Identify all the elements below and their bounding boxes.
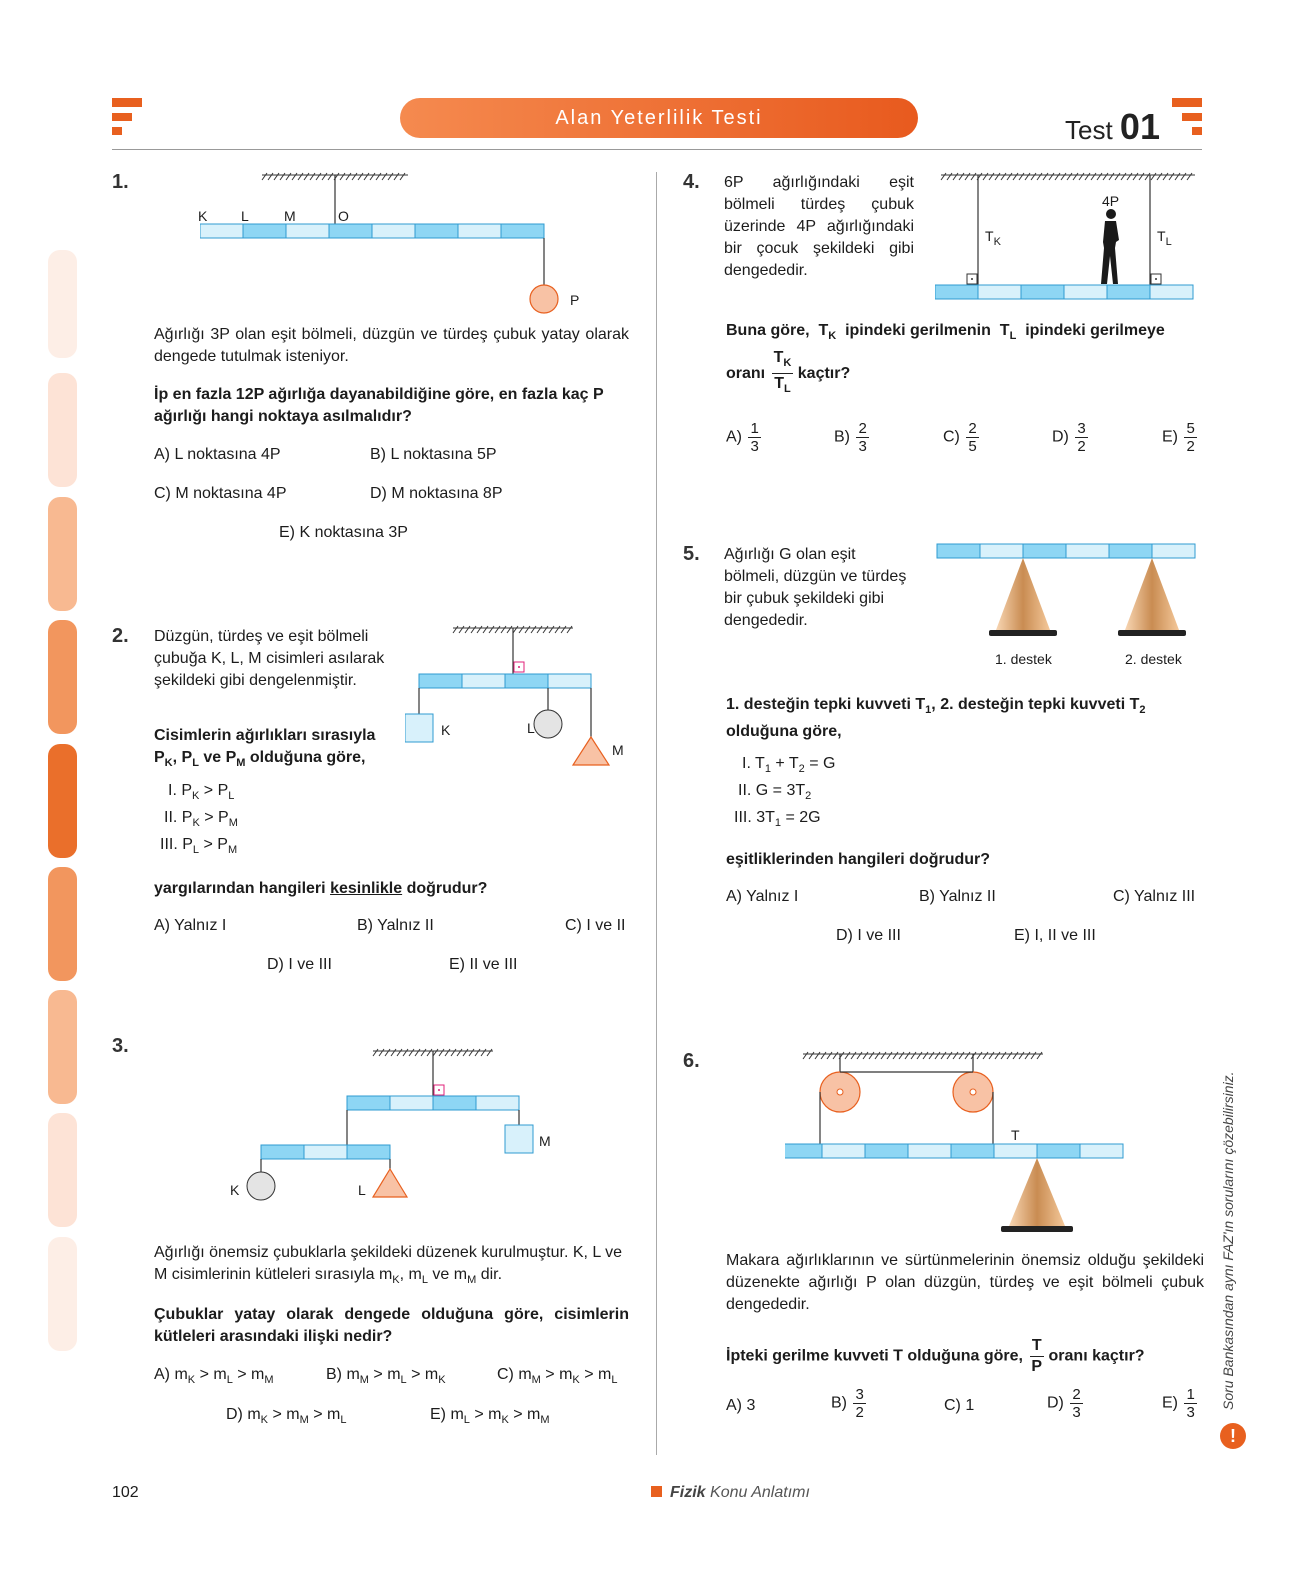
- q2-question: Cisimlerin ağırlıkları sırasıyla $P_K$, $P_L$ ve $P_M$ olduğuna göre,: [154, 727, 376, 770]
- q2-text: Düzgün, türdeş ve eşit bölmeli çubuğa K, L, M cisimleri asılarak şekildeki gibi dengelenmiştir.: [154, 628, 385, 689]
- q5-option-d[interactable]: D) I ve III: [836, 927, 901, 944]
- q1-label-m: M: [284, 208, 296, 224]
- question-number: 3.: [112, 1035, 129, 1057]
- q3-option-a[interactable]: A) $m_K > m_L > m_M$: [154, 1366, 274, 1387]
- q6-question: İpteki gerilme kuvveti T olduğuna göre, $\frac{T}{P}$ oranı kaçtır?: [726, 1337, 1145, 1375]
- q1-option-e[interactable]: E) K noktasına 3P: [279, 524, 408, 541]
- q6-option-e[interactable]: E) $\frac{1}{3}$: [1162, 1386, 1195, 1421]
- q5-option-c[interactable]: C) Yalnız III: [1113, 888, 1196, 905]
- footer-square-icon: [651, 1486, 662, 1497]
- q4-option-e[interactable]: E) $\frac{5}{2}$: [1162, 420, 1195, 455]
- side-tab: [48, 250, 77, 358]
- q3-figure: [230, 1045, 560, 1230]
- q3-option-c[interactable]: C) $m_M > m_K > m_L$: [497, 1366, 618, 1387]
- q5-statement-3: III. $3T_1 = 2G$: [734, 809, 821, 830]
- q2-option-c[interactable]: C) I ve II: [565, 917, 626, 934]
- q6-option-a[interactable]: A) 3: [726, 1397, 756, 1414]
- q5-statement-2: II. $G = 3T_2$: [738, 782, 812, 803]
- q1-option-c[interactable]: C) M noktasına 4P: [154, 485, 287, 502]
- q3-label-k: K: [230, 1182, 240, 1198]
- q1-text: Ağırlığı 3P olan eşit bölmeli, düzgün ve türdeş çubuk yatay olarak dengede tutulmak isteniyor.: [154, 326, 629, 365]
- q2-statement-3: III. $P_L > P_M$: [160, 836, 238, 857]
- q2-question-part: Cisimlerin ağırlıkları sırasıyla: [154, 727, 376, 744]
- q4-tl-label: $T_L$: [1157, 228, 1172, 248]
- question-number: 4.: [683, 171, 700, 193]
- q2-option-e[interactable]: E) II ve III: [449, 956, 518, 973]
- q6-option-c[interactable]: C) 1: [944, 1397, 975, 1414]
- header-rule: [112, 149, 1202, 150]
- q5-option-e[interactable]: E) I, II ve III: [1014, 927, 1096, 944]
- q2-question-part: olduğuna göre,: [249, 749, 366, 766]
- q6-figure: [785, 1046, 1145, 1246]
- q4-text: 6P ağırlığındaki eşit bölmeli türdeş çubuk üzerinde 4P ağırlığındaki bir çocuk şekildeki gibi dengededir.: [724, 174, 914, 279]
- q1-label-l: L: [241, 208, 249, 224]
- question-number: 6.: [683, 1050, 700, 1072]
- q4-option-a[interactable]: A) $\frac{1}{3}$: [726, 420, 759, 455]
- q1-question: İp en fazla 12P ağırlığa dayanabildiğine göre, en fazla kaç P ağırlığı hangi noktaya asılmalıdır?: [154, 386, 604, 425]
- footer-brand: Fizik Konu Anlatımı: [651, 1484, 810, 1502]
- question-number: 5.: [683, 543, 700, 565]
- q2-figure: [405, 622, 635, 782]
- q2-label-l: L: [527, 720, 535, 736]
- test-label: [1065, 106, 1160, 148]
- q5-support-1-label: 1. destek: [995, 651, 1052, 667]
- header-title: Alan Yeterlilik Testi: [400, 98, 918, 138]
- q2-label-k: K: [441, 722, 451, 738]
- q1-label-o: O: [338, 208, 349, 224]
- side-tab: [48, 620, 77, 734]
- question-number: 1.: [112, 171, 129, 193]
- q5-statement-1: I. $T_1 + T_2 = G$: [742, 755, 836, 776]
- side-tab: [48, 1113, 77, 1227]
- q2-label-m: M: [612, 742, 624, 758]
- q1-weight-label: P: [570, 292, 580, 308]
- q4-option-c[interactable]: C) $\frac{2}{5}$: [943, 420, 977, 455]
- q3-text: Ağırlığı önemsiz çubuklarla şekildeki düzenek kurulmuştur. K, L ve M cisimlerinin kütleleri sırasıyla $m_K$, $m_L$ ve $m_M$ dir.: [154, 1244, 623, 1287]
- q4-tk-label: $T_K$: [985, 228, 1001, 248]
- side-tab: [48, 373, 77, 487]
- alert-icon: !: [1220, 1423, 1246, 1449]
- q4-question: Buna göre, $T_K$ ipindeki gerilmenin $T_L$ ipindeki gerilmeye: [726, 322, 1165, 343]
- q6-option-b[interactable]: B) $\frac{3}{2}$: [831, 1386, 864, 1421]
- q4-option-b[interactable]: B) $\frac{2}{3}$: [834, 420, 867, 455]
- q5-figure: [935, 540, 1205, 650]
- column-divider: [656, 172, 657, 1455]
- q6-t-label: T: [1011, 1127, 1020, 1143]
- q4-option-d[interactable]: D) $\frac{3}{2}$: [1052, 420, 1086, 455]
- q6-option-d[interactable]: D) $\frac{2}{3}$: [1047, 1386, 1081, 1421]
- q5-question-2: eşitliklerinden hangileri doğrudur?: [726, 851, 991, 868]
- q4-weight-label: 4P: [1102, 193, 1120, 209]
- q4-ratio: oranı $\frac{T_K}{T_L}$ kaçtır?: [726, 349, 851, 396]
- q2-statement-1: I. $P_K > P_L$: [168, 782, 235, 803]
- side-tab: [48, 497, 77, 611]
- q2-option-a[interactable]: A) Yalnız I: [154, 917, 227, 934]
- q1-option-b[interactable]: B) L noktasına 5P: [370, 446, 497, 463]
- q3-option-e[interactable]: E) $m_L > m_K > m_M$: [430, 1406, 550, 1427]
- q2-option-d[interactable]: D) I ve III: [267, 956, 332, 973]
- brand-logo-left: [112, 98, 142, 138]
- q2-question-end: yargılarından hangileri kesinlikle doğrudur?: [154, 880, 488, 897]
- brand-logo-right: [1172, 98, 1202, 138]
- q3-question: Çubuklar yatay olarak dengede olduğuna göre, cisimlerin kütleleri arasındaki ilişki nedir?: [154, 1306, 629, 1345]
- q5-option-b[interactable]: B) Yalnız II: [919, 888, 996, 905]
- q1-option-d[interactable]: D) M noktasına 8P: [370, 485, 503, 502]
- q1-option-a[interactable]: A) L noktasına 4P: [154, 446, 281, 463]
- q2-option-b[interactable]: B) Yalnız II: [357, 917, 434, 934]
- side-note: Soru Bankasından aynı FAZ'ın sorularını çözebilirsiniz.: [1220, 1071, 1236, 1410]
- q3-option-b[interactable]: B) $m_M > m_L > m_K$: [326, 1366, 446, 1387]
- side-tab: [48, 990, 77, 1104]
- side-tab: [48, 1237, 77, 1351]
- q5-option-a[interactable]: A) Yalnız I: [726, 888, 799, 905]
- q5-text: Ağırlığı G olan eşit bölmeli, düzgün ve türdeş bir çubuk şekildeki gibi dengededir.: [724, 546, 907, 629]
- question-number: 2.: [112, 625, 129, 647]
- q1-label-k: K: [198, 208, 208, 224]
- q1-figure: [200, 168, 580, 318]
- q3-option-d[interactable]: D) $m_K > m_M > m_L$: [226, 1406, 347, 1427]
- q3-label-l: L: [358, 1182, 366, 1198]
- page-number: 102: [112, 1484, 139, 1501]
- q3-label-m: M: [539, 1133, 551, 1149]
- q5-support-2-label: 2. destek: [1125, 651, 1182, 667]
- q5-question: 1. desteğin tepki kuvveti $T_1$, 2. desteğin tepki kuvveti $T_2$ olduğuna göre,: [726, 696, 1146, 741]
- test-number: 01: [1119, 106, 1160, 147]
- q6-text: Makara ağırlıklarının ve sürtünmelerinin önemsiz olduğu şekildeki düzenekte ağırlığı P olan düzgün, türdeş ve eşit bölmeli çubuk dengededir.: [726, 1252, 1204, 1313]
- side-tab: [48, 867, 77, 981]
- side-tab: [48, 744, 77, 858]
- test-word: Test: [1065, 115, 1113, 145]
- q2-statement-2: II. $P_K > P_M$: [164, 809, 238, 830]
